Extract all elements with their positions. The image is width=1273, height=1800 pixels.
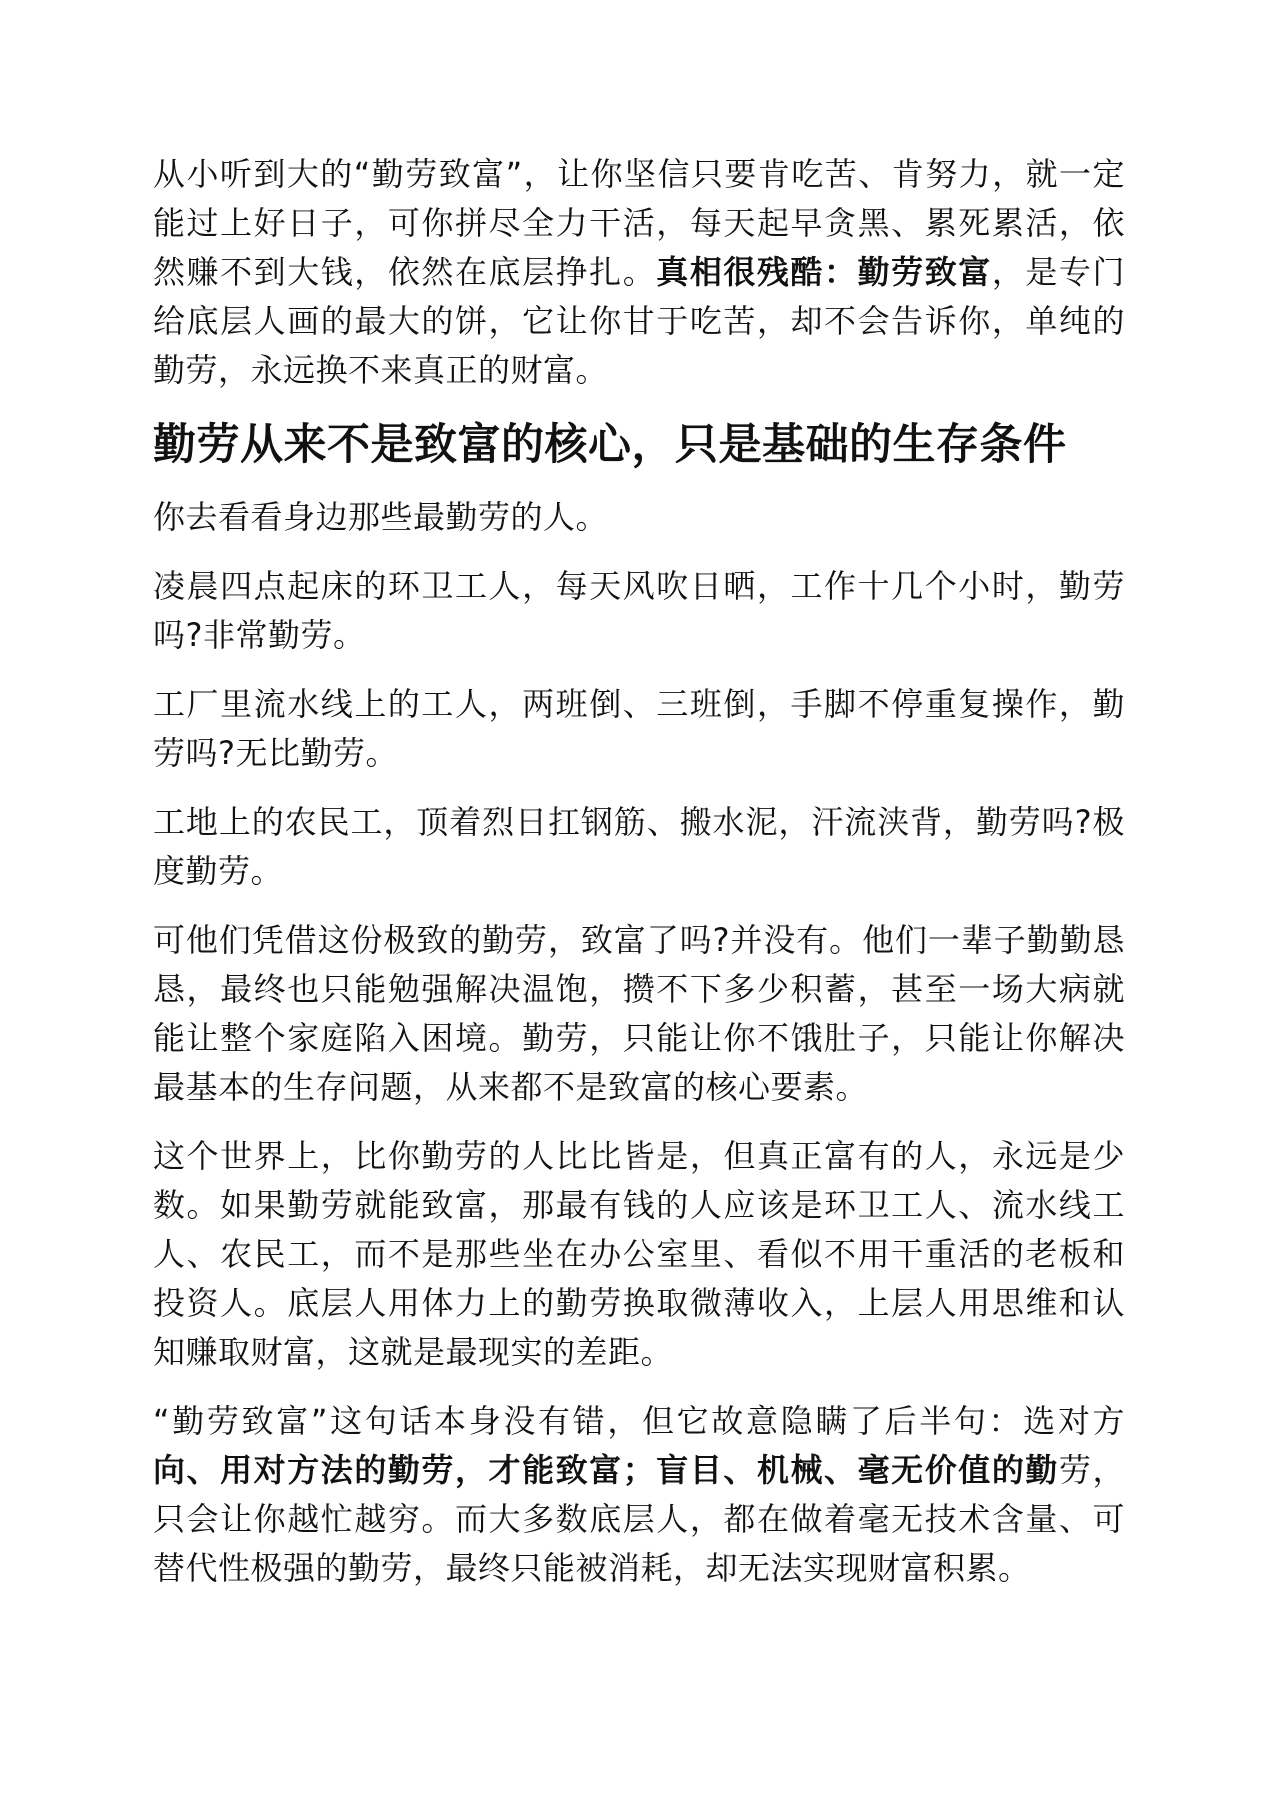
paragraph-2: 凌晨四点起床的环卫工人，每天风吹日晒，工作十几个小时，勤劳吗?非常勤劳。 [153,567,1125,654]
paragraph-7 [153,1397,1125,1593]
paragraph-1: 你去看看身边那些最勤劳的人。 [153,498,609,536]
paragraph-6: 这个世界上，比你勤劳的人比比皆是，但真正富有的人，永远是少数。如果勤劳就能致富，那最有钱的人应该是环卫工人、流水线工人、农民工，而不是那些坐在办公室里、看似不用干重活的老板和投资人。底层人用体力上的勤劳换取微薄收入，上层人用思维和认知赚取财富，这就是最现实的差距。 [153,1137,1125,1371]
p7-bold-text: 向、用对方法的勤劳，才能致富；盲目、机械、毫无价值的勤 [153,1451,1059,1489]
intro-paragraph [153,150,1125,395]
intro-bold-text: 真相很残酷：勤劳致富 [656,253,992,291]
p7-text-start: “勤劳致富”这句话本身没有错，但它故意隐瞒了后半句：选对方 [153,1402,1125,1440]
paragraph-4: 工地上的农民工，顶着烈日扛钢筋、搬水泥，汗流浃背，勤劳吗?极度勤劳。 [153,803,1125,890]
document-page [153,150,1125,1613]
section-heading: 勤劳从来不是致富的核心，只是基础的生存条件 [153,420,1067,470]
p7-text-end: 劳，只会让你越忙越穷。而大多数底层人，都在做着毫无技术含量、可替代性极强的勤劳，最终只能被消耗，却无法实现财富积累。 [153,1451,1125,1587]
intro-text-end: ，是专门给底层人画的最大的饼，它让你甘于吃苦，却不会告诉你，单纯的勤劳，永远换不来真正的财富。 [153,253,1125,389]
intro-text-start: 从小听到大的“勤劳致富”，让你坚信只要肯吃苦、肯努力，就一定能过上好日子，可你拼尽全力干活，每天起早贪黑、累死累活，依然赚不到大钱，依然在底层挣扎。 [153,155,1125,291]
paragraph-5: 可他们凭借这份极致的勤劳，致富了吗?并没有。他们一辈子勤勤恳恳，最终也只能勉强解决温饱，攒不下多少积蓄，甚至一场大病就能让整个家庭陷入困境。勤劳，只能让你不饿肚子，只能让你解决最基本的生存问题，从来都不是致富的核心要素。 [153,921,1125,1106]
paragraph-3: 工厂里流水线上的工人，两班倒、三班倒，手脚不停重复操作，勤劳吗?无比勤劳。 [153,685,1125,772]
